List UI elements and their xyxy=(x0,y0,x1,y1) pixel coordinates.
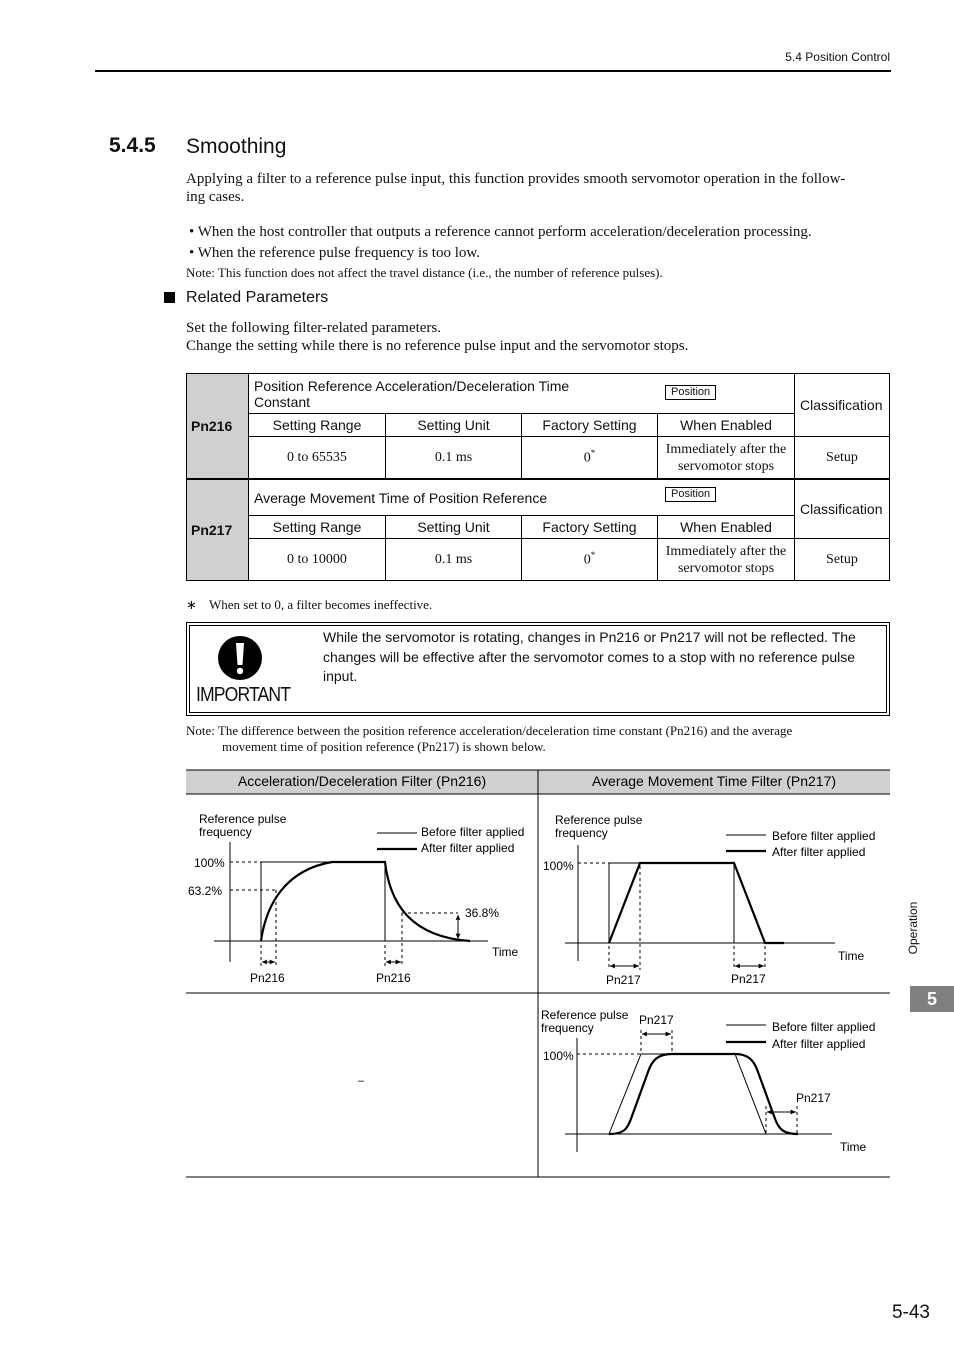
related-line-2: Change the setting while there is no reference pulse input and the servomotor stops. xyxy=(186,338,689,354)
footnote-text: When set to 0, a filter becomes ineffective. xyxy=(209,597,433,612)
y-axis-label: frequency xyxy=(555,826,608,840)
footnote-asterisk: ∗ xyxy=(186,597,197,612)
legend-after: After filter applied xyxy=(421,841,515,855)
pn217-label: Pn217 xyxy=(639,1013,674,1027)
col-header: When Enabled xyxy=(658,414,795,437)
chapter-tab: 5 xyxy=(910,986,954,1012)
col2-header: Average Movement Time Filter (Pn217) xyxy=(591,773,837,789)
col-header: Setting Range xyxy=(249,516,386,539)
label-100-percent: 100% xyxy=(194,856,225,870)
param-id: Pn216 xyxy=(187,374,249,479)
pn217-label: Pn217 xyxy=(731,972,766,986)
page-number: 5-43 xyxy=(891,1302,930,1323)
col-header: Setting Unit xyxy=(386,516,522,539)
pn217-label: Pn217 xyxy=(796,1091,831,1105)
important-label: IMPORTANT xyxy=(196,684,291,706)
section-number: 5.4.5 xyxy=(109,134,156,157)
factory-setting: 0 xyxy=(583,450,591,466)
legend-before: Before filter applied xyxy=(772,1020,876,1034)
legend-before: Before filter applied xyxy=(772,829,876,843)
when-enabled: Immediately after the xyxy=(665,543,787,559)
classification-header: Classification xyxy=(795,480,890,539)
series-after-filter xyxy=(609,863,784,943)
label-100-percent: 100% xyxy=(543,859,574,873)
factory-setting: 0 xyxy=(583,552,591,568)
diff-note-line-2: movement time of position reference (Pn217) is shown below. xyxy=(222,739,546,754)
footnote-mark: * xyxy=(590,448,596,459)
side-label-text: Operation xyxy=(906,901,920,955)
classification-value: Setup xyxy=(795,539,890,581)
section-title: Smoothing xyxy=(186,135,287,158)
bullet-item: • When the host controller that outputs a reference cannot perform acceleration/deceleration processing. xyxy=(189,224,812,240)
y-axis-label: Reference pulse xyxy=(555,813,643,827)
important-line: changes will be effective after the servomotor comes to a stop with no reference pulse xyxy=(323,648,856,665)
col-header: When Enabled xyxy=(658,516,795,539)
when-enabled-cont: servomotor stops xyxy=(677,458,775,474)
setting-range: 0 to 10000 xyxy=(249,539,386,581)
position-tag: Position xyxy=(665,487,716,502)
series-after-filter xyxy=(261,862,470,941)
param-id: Pn217 xyxy=(187,480,249,581)
pn217-label: Pn217 xyxy=(606,973,641,987)
related-line-1: Set the following filter-related parameters. xyxy=(186,320,442,336)
label-100-percent: 100% xyxy=(543,1049,574,1063)
stray-mark: – xyxy=(358,1075,365,1087)
col-header: Factory Setting xyxy=(522,516,658,539)
related-params-heading: Related Parameters xyxy=(186,289,329,306)
when-enabled: Immediately after the xyxy=(665,441,787,457)
param-name-cont: Constant xyxy=(254,393,311,410)
running-head: 5.4 Position Control xyxy=(785,50,890,64)
param-name: Position Reference Acceleration/Deceleration Time xyxy=(254,377,570,394)
col-header: Setting Unit xyxy=(386,414,522,437)
x-axis-label: Time xyxy=(492,945,519,959)
important-line: input. xyxy=(323,668,358,684)
series-after-filter xyxy=(609,1054,798,1134)
setting-unit: 0.1 ms xyxy=(386,437,522,479)
footnote-mark: * xyxy=(590,550,596,561)
intro-line-2: ing cases. xyxy=(186,189,245,205)
classification-value: Setup xyxy=(795,437,890,479)
setting-range: 0 to 65535 xyxy=(249,437,386,479)
y-axis-label: Reference pulse xyxy=(199,812,287,826)
when-enabled-cont: servomotor stops xyxy=(677,560,775,576)
y-axis-label: frequency xyxy=(541,1021,594,1035)
col-header: Setting Range xyxy=(249,414,386,437)
col1-header: Acceleration/Deceleration Filter (Pn216) xyxy=(237,773,487,789)
classification-header: Classification xyxy=(795,374,890,437)
col-header: Factory Setting xyxy=(522,414,658,437)
label-36-percent: 36.8% xyxy=(465,906,500,920)
y-axis-label: Reference pulse xyxy=(541,1008,629,1022)
pn216-label: Pn216 xyxy=(250,971,285,985)
legend-before: Before filter applied xyxy=(421,825,525,839)
pn216-label: Pn216 xyxy=(376,971,411,985)
setting-unit: 0.1 ms xyxy=(386,539,522,581)
intro-line-1: Applying a filter to a reference pulse input, this function provides smooth servomotor operation in the follow- xyxy=(186,171,846,187)
legend-after: After filter applied xyxy=(772,845,866,859)
panel-pn216 xyxy=(188,812,524,985)
diff-note-line-1: Note: The difference between the position reference acceleration/deceleration time constant (Pn216) and the average xyxy=(186,723,793,738)
side-section-label xyxy=(898,895,928,961)
panel-pn217-scurve xyxy=(541,1008,875,1154)
x-axis-label: Time xyxy=(838,949,865,963)
position-tag: Position xyxy=(665,385,716,400)
note-travel: Note: This function does not affect the travel distance (i.e., the number of reference pulses). xyxy=(186,265,663,280)
legend-after: After filter applied xyxy=(772,1037,866,1051)
series-before-filter xyxy=(609,1054,766,1134)
important-line: While the servomotor is rotating, changes in Pn216 or Pn217 will not be reflected. The xyxy=(323,629,856,645)
param-name: Average Movement Time of Position Reference xyxy=(254,489,548,506)
panel-pn217 xyxy=(543,813,875,987)
bullet-item: • When the reference pulse frequency is too low. xyxy=(189,245,480,261)
label-63-percent: 63.2% xyxy=(188,884,223,898)
series-before-filter xyxy=(261,862,470,941)
x-axis-label: Time xyxy=(840,1140,867,1154)
y-axis-label: frequency xyxy=(199,825,252,839)
